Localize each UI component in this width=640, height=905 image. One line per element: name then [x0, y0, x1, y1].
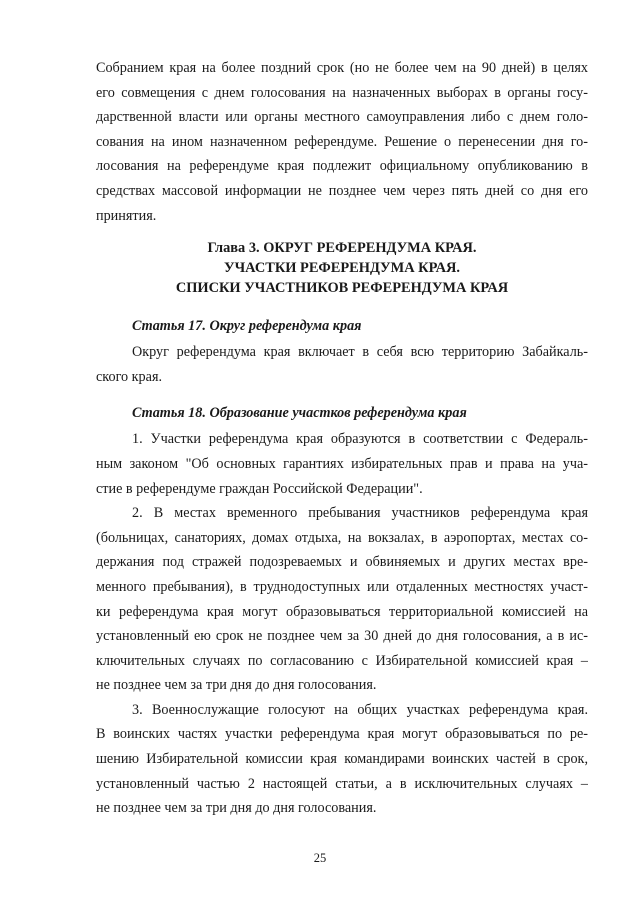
chapter-title-line: СПИСКИ УЧАСТНИКОВ РЕФЕРЕНДУМА КРАЯ — [175, 280, 509, 297]
text-line: ным законом "Об основных гарантиях избирательных прав и права на уча- — [96, 455, 588, 472]
text-line: установленный ею срок не позднее чем за 30 дней до дня голосования, а в ис- — [96, 628, 588, 645]
chapter-heading — [96, 238, 588, 298]
text-line: ского края. — [96, 368, 163, 385]
chapter-title-line: УЧАСТКИ РЕФЕРЕНДУМА КРАЯ. — [224, 260, 460, 277]
text-line: (больницах, санаториях, домах отдыха, на вокзалах, в аэропортах, местах со- — [96, 529, 588, 546]
article-18-paragraph-3 — [96, 698, 588, 821]
document-page — [96, 56, 588, 821]
text-line: менного пребывания), в труднодоступных или отдаленных местностях участ- — [96, 578, 588, 595]
article-17-title: Статья 17. Округ референдума края — [132, 318, 362, 335]
text-line: стие в референдуме граждан Российской Федерации". — [96, 480, 423, 497]
text-line: принятия. — [96, 207, 157, 224]
text-line: 1. Участки референдума края образуются в соответствии с Федераль- — [132, 431, 588, 448]
text-line: ключительных случаях по согласованию с Избирательной комиссией края – — [96, 652, 588, 669]
text-line: его совмещения с днем голосования на назначенных выборах в органы госу- — [96, 84, 588, 101]
article-18-paragraph-2 — [96, 501, 588, 698]
text-line: 3. Военнослужащие голосуют на общих участках референдума края. — [132, 701, 588, 718]
text-line: держания под стражей подозреваемых и обвиняемых и других местах вре- — [96, 554, 588, 571]
text-line: шению Избирательной комиссии края командирами воинских частей в срок, — [96, 751, 588, 768]
article-17-paragraph — [96, 340, 588, 389]
text-line: дарственной власти или органы местного самоуправления либо с днем голо- — [96, 109, 588, 126]
chapter-title-line: Глава 3. ОКРУГ РЕФЕРЕНДУМА КРАЯ. — [207, 240, 477, 257]
intro-paragraph — [96, 56, 588, 228]
text-line: не позднее чем за три дня до дня голосования. — [96, 677, 377, 694]
text-line: ки референдума края могут образовываться территориальной комиссией на — [96, 603, 588, 620]
text-line: В воинских частях участки референдума края могут образовываться по ре- — [96, 726, 588, 743]
text-line: средствах массовой информации не позднее чем через пять дней со дня его — [96, 182, 588, 199]
text-line: Округ референдума края включает в себя всю территорию Забайкаль- — [132, 344, 588, 361]
page-number: 25 — [313, 851, 327, 865]
text-line: сования на ином назначенном референдуме. Решение о перенесении дня го- — [96, 133, 588, 150]
text-line: лосования на референдуме края подлежит официальному опубликованию в — [96, 158, 588, 175]
spacer — [96, 389, 588, 395]
text-line: не позднее чем за три дня до дня голосования. — [96, 800, 377, 817]
article-18-title: Статья 18. Образование участков референдума края — [132, 405, 467, 422]
article-18-paragraph-1 — [96, 427, 588, 501]
text-line: 2. В местах временного пребывания участников референдума края — [132, 505, 588, 522]
text-line: Собранием края на более поздний срок (но не более чем на 90 дней) в целях — [96, 60, 588, 76]
text-line: установленный частью 2 настоящей статьи, а в исключительных случаях – — [96, 775, 588, 792]
